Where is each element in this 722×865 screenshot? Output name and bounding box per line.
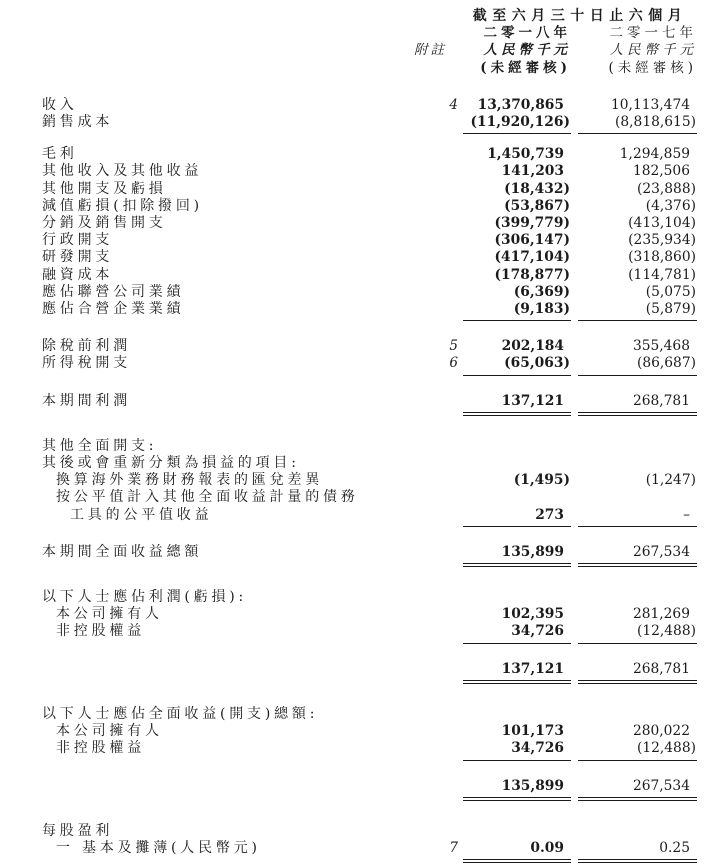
value-2017: 267,534	[632, 777, 690, 794]
period-title: 截至六月三十日止六個月	[472, 8, 688, 24]
rule-single-2017	[578, 133, 697, 134]
note-reference	[410, 723, 463, 740]
value-2017: (12,488)	[636, 623, 696, 640]
value-2018: 273	[535, 506, 564, 523]
value-2018: (306,147)	[494, 232, 570, 249]
note-reference	[410, 284, 463, 301]
value-2017	[578, 706, 697, 723]
note-reference	[410, 589, 463, 606]
rule-row	[42, 643, 697, 644]
rule-single-2017	[578, 760, 697, 761]
spacer	[410, 375, 463, 376]
statement-row	[42, 215, 697, 232]
value-2017: (5,075)	[645, 283, 696, 300]
value-2018: 137,121	[501, 660, 564, 677]
column-gap	[571, 198, 578, 215]
column-gap	[571, 438, 578, 455]
statement-row	[42, 507, 697, 524]
column-gap	[571, 606, 578, 623]
value-2017: 280,022	[632, 723, 690, 740]
statement-body	[42, 97, 697, 863]
note-reference	[410, 507, 463, 524]
statement-row	[42, 114, 697, 131]
spacer	[42, 320, 410, 321]
statement-row	[42, 706, 697, 723]
note-reference	[410, 181, 463, 198]
value-2018: 202,184	[501, 338, 564, 355]
spacer	[410, 320, 463, 321]
value-2017: (86,687)	[636, 355, 696, 372]
rule-row	[42, 526, 697, 527]
column-gap	[571, 544, 578, 561]
statement-row	[42, 740, 697, 757]
rule-row	[42, 680, 697, 684]
row-label: 收入	[42, 96, 78, 113]
rule-single-2018	[463, 526, 571, 527]
value-2017: 1,294,859	[619, 146, 690, 163]
value-2017: (235,934)	[628, 232, 696, 249]
row-label: 本公司擁有人	[56, 723, 163, 740]
row-label: 銷售成本	[42, 114, 114, 131]
row-label: 以下人士應佔利潤(虧損):	[42, 589, 248, 606]
audit-status-2017: (未經審核)	[608, 59, 697, 76]
statement-row	[42, 723, 697, 740]
note-reference	[410, 163, 463, 180]
rule-single-2017	[578, 526, 697, 527]
value-2017	[578, 455, 697, 472]
column-gap	[571, 706, 578, 723]
value-2018: (18,432)	[504, 180, 570, 197]
column-gap	[571, 507, 578, 524]
statement-row	[42, 163, 697, 180]
spacer	[42, 133, 410, 134]
rule-double-2018	[463, 680, 571, 684]
rule-single-2018	[463, 133, 571, 134]
spacer	[571, 375, 578, 376]
note-reference	[410, 438, 463, 455]
row-label: 工具的公平值收益	[70, 506, 213, 523]
row-label: 非控股權益	[56, 623, 145, 640]
row-label: 除稅前利潤	[42, 338, 131, 355]
column-gap	[571, 249, 578, 266]
note-reference	[410, 198, 463, 215]
column-gap	[571, 215, 578, 232]
column-year-2018: 二零一八年	[483, 25, 571, 42]
column-gap	[571, 301, 578, 318]
spacer	[571, 760, 578, 761]
note-reference	[410, 823, 463, 840]
column-gap	[571, 338, 578, 355]
note-reference	[410, 606, 463, 623]
rule-single-2018	[463, 643, 571, 644]
spacer	[571, 680, 578, 684]
column-gap	[571, 589, 578, 606]
value-2018: 135,899	[501, 543, 564, 560]
column-gap	[571, 840, 578, 857]
statement-row	[42, 267, 697, 284]
rule-single-2017	[578, 375, 697, 376]
row-label: 其他全面開支:	[42, 437, 158, 454]
statement-row	[42, 623, 697, 640]
note-reference	[410, 114, 463, 131]
value-2017: –	[683, 506, 690, 523]
value-2017: (12,488)	[636, 740, 696, 757]
value-2018: (9,183)	[513, 301, 570, 318]
value-2017: (114,781)	[628, 266, 696, 283]
value-2017	[578, 589, 697, 606]
column-gap	[571, 163, 578, 180]
statement-row	[42, 393, 697, 410]
statement-row	[42, 661, 697, 678]
spacer	[410, 760, 463, 761]
spacer	[571, 859, 578, 863]
row-label: 本期間利潤	[42, 392, 131, 409]
row-label: 減值虧損(扣除撥回)	[42, 197, 203, 214]
note-reference	[410, 472, 463, 489]
spacer	[571, 526, 578, 527]
column-gap	[571, 97, 578, 114]
spacer	[42, 526, 410, 527]
row-label: 一 基本及攤薄(人民幣元)	[56, 839, 261, 856]
spacer	[42, 412, 410, 416]
column-gap	[571, 823, 578, 840]
value-2017	[578, 823, 697, 840]
column-gap	[571, 114, 578, 131]
spacer	[571, 133, 578, 134]
rule-single-2018	[463, 320, 571, 321]
column-gap	[571, 232, 578, 249]
statement-row	[42, 232, 697, 249]
note-reference	[410, 301, 463, 318]
value-2018	[463, 706, 571, 723]
value-2018	[463, 823, 571, 840]
value-2017: (23,888)	[636, 180, 696, 197]
rule-double-2017	[578, 797, 697, 801]
value-2018	[463, 455, 571, 472]
value-2018: 101,173	[501, 723, 564, 740]
value-2018: 141,203	[501, 163, 564, 180]
value-2017: 182,506	[632, 163, 690, 180]
value-2018	[463, 489, 571, 506]
spacer	[42, 859, 410, 863]
row-label	[42, 778, 410, 795]
value-2017: 10,113,474	[611, 96, 690, 113]
value-2018: (53,867)	[504, 197, 570, 214]
rule-row	[42, 563, 697, 567]
note-reference: 5	[449, 338, 458, 355]
statement-row	[42, 840, 697, 857]
rule-double-2017	[578, 859, 697, 863]
note-reference	[410, 489, 463, 506]
rule-double-2017	[578, 563, 697, 567]
row-label: 其他開支及虧損	[42, 180, 167, 197]
statement-row	[42, 438, 697, 455]
rule-row	[42, 375, 697, 376]
value-2018: 1,450,739	[487, 146, 564, 163]
statement-row	[42, 472, 697, 489]
statement-row	[42, 589, 697, 606]
currency-unit-2017: 人民幣千元	[609, 42, 697, 59]
rule-single-2017	[578, 320, 697, 321]
column-gap	[571, 740, 578, 757]
rule-row	[42, 320, 697, 321]
note-reference	[410, 706, 463, 723]
statement-row	[42, 181, 697, 198]
statement-row	[42, 544, 697, 561]
row-label: 分銷及銷售開支	[42, 215, 167, 232]
value-2018	[463, 438, 571, 455]
value-2018: 0.09	[530, 839, 564, 856]
row-label: 其後或會重新分類為損益的項目:	[42, 455, 300, 472]
column-gap	[571, 146, 578, 163]
row-label: 每股盈利	[42, 822, 114, 839]
rule-row	[42, 797, 697, 801]
rule-row	[42, 760, 697, 761]
statement-row	[42, 455, 697, 472]
note-reference	[410, 740, 463, 757]
spacer	[42, 680, 410, 684]
note-reference	[410, 393, 463, 410]
note-reference	[410, 455, 463, 472]
value-2018: (399,779)	[494, 215, 570, 232]
column-year-2017: 二零一七年	[609, 25, 697, 42]
value-2017: (318,860)	[628, 249, 696, 266]
row-label: 本期間全面收益總額	[42, 543, 203, 560]
value-2018: 34,726	[511, 623, 564, 640]
value-2018: 34,726	[511, 740, 564, 757]
column-gap	[571, 661, 578, 678]
note-column-header: 附註	[414, 42, 447, 59]
spacer	[410, 643, 463, 644]
spacer	[410, 680, 463, 684]
row-label: 其他收入及其他收益	[42, 163, 203, 180]
column-gap	[571, 489, 578, 506]
column-gap	[571, 355, 578, 372]
column-gap	[571, 723, 578, 740]
rule-double-2017	[578, 412, 697, 416]
value-2017: (413,104)	[628, 215, 696, 232]
row-label: 毛利	[42, 146, 78, 163]
rule-double-2018	[463, 563, 571, 567]
audit-status-2018: (未經審核)	[480, 59, 571, 76]
rule-double-2018	[463, 797, 571, 801]
column-gap	[571, 284, 578, 301]
value-2018: 102,395	[501, 606, 564, 623]
note-reference	[410, 215, 463, 232]
statement-row	[42, 606, 697, 623]
value-2018	[463, 589, 571, 606]
spacer	[571, 320, 578, 321]
statement-row	[42, 249, 697, 266]
value-2018: (417,104)	[494, 249, 570, 266]
value-2017: (1,247)	[645, 472, 696, 489]
row-label: 按公平值計入其他全面收益計量的債務	[56, 489, 359, 506]
note-reference: 4	[449, 96, 458, 113]
rule-double-2018	[463, 412, 571, 416]
note-reference	[410, 623, 463, 640]
note-reference	[410, 778, 463, 795]
statement-row	[42, 489, 697, 506]
value-2017	[578, 489, 697, 506]
statement-header	[42, 8, 697, 77]
spacer	[410, 563, 463, 567]
row-label: 本公司擁有人	[56, 606, 163, 623]
rule-row	[42, 859, 697, 863]
rule-single-2017	[578, 643, 697, 644]
value-2018: (6,369)	[513, 283, 570, 300]
rule-row	[42, 412, 697, 416]
value-2017: (5,879)	[645, 301, 696, 318]
value-2018: (1,495)	[513, 472, 570, 489]
statement-row	[42, 338, 697, 355]
rule-row	[42, 133, 697, 134]
column-gap	[571, 455, 578, 472]
note-reference	[410, 267, 463, 284]
currency-unit-2018: 人民幣千元	[483, 42, 571, 59]
value-2017	[578, 438, 697, 455]
value-2017: 267,534	[632, 543, 690, 560]
value-2017: (4,376)	[645, 197, 696, 214]
statement-row	[42, 198, 697, 215]
value-2018: 135,899	[501, 777, 564, 794]
row-label: 非控股權益	[56, 740, 145, 757]
row-label: 研發開支	[42, 249, 114, 266]
statement-row	[42, 301, 697, 318]
value-2018: (11,920,126)	[470, 114, 570, 131]
column-gap	[571, 623, 578, 640]
spacer	[410, 412, 463, 416]
spacer	[42, 760, 410, 761]
column-gap	[571, 181, 578, 198]
value-2017: 355,468	[632, 338, 690, 355]
statement-row	[42, 97, 697, 114]
value-2017: 0.25	[659, 839, 690, 856]
column-gap	[571, 267, 578, 284]
spacer	[42, 643, 410, 644]
note-reference	[410, 146, 463, 163]
row-label: 應佔聯營公司業績	[42, 283, 185, 300]
value-2017: 268,781	[632, 660, 690, 677]
column-gap	[571, 778, 578, 795]
column-gap	[571, 393, 578, 410]
note-reference	[410, 232, 463, 249]
row-label: 以下人士應佔全面收益(開支)總額:	[42, 705, 319, 722]
value-2018: (65,063)	[504, 355, 570, 372]
value-2017: (8,818,615)	[615, 114, 696, 131]
value-2017: 268,781	[632, 392, 690, 409]
note-reference	[410, 544, 463, 561]
spacer	[410, 797, 463, 801]
row-label: 行政開支	[42, 232, 114, 249]
row-label: 換算海外業務財務報表的匯兌差異	[56, 472, 323, 489]
value-2018: 13,370,865	[477, 96, 564, 113]
note-reference	[410, 661, 463, 678]
spacer	[410, 526, 463, 527]
statement-row	[42, 284, 697, 301]
rule-double-2017	[578, 680, 697, 684]
row-label	[42, 661, 410, 678]
spacer	[571, 797, 578, 801]
statement-row	[42, 778, 697, 795]
spacer	[571, 563, 578, 567]
value-2018: (178,877)	[494, 266, 570, 283]
column-gap	[571, 472, 578, 489]
rule-single-2018	[463, 375, 571, 376]
statement-row	[42, 355, 697, 372]
note-reference	[410, 249, 463, 266]
row-label: 應佔合營企業業績	[42, 301, 185, 318]
row-label: 融資成本	[42, 266, 114, 283]
statement-row	[42, 823, 697, 840]
rule-double-2018	[463, 859, 571, 863]
spacer	[571, 643, 578, 644]
spacer	[42, 797, 410, 801]
spacer	[571, 412, 578, 416]
rule-single-2018	[463, 760, 571, 761]
spacer	[42, 375, 410, 376]
value-2017: 281,269	[632, 606, 690, 623]
value-2018: 137,121	[501, 392, 564, 409]
statement-row	[42, 146, 697, 163]
spacer	[42, 563, 410, 567]
row-label: 所得稅開支	[42, 355, 131, 372]
note-reference: 6	[449, 355, 458, 372]
spacer	[410, 859, 463, 863]
spacer	[410, 133, 463, 134]
note-reference: 7	[449, 839, 458, 856]
